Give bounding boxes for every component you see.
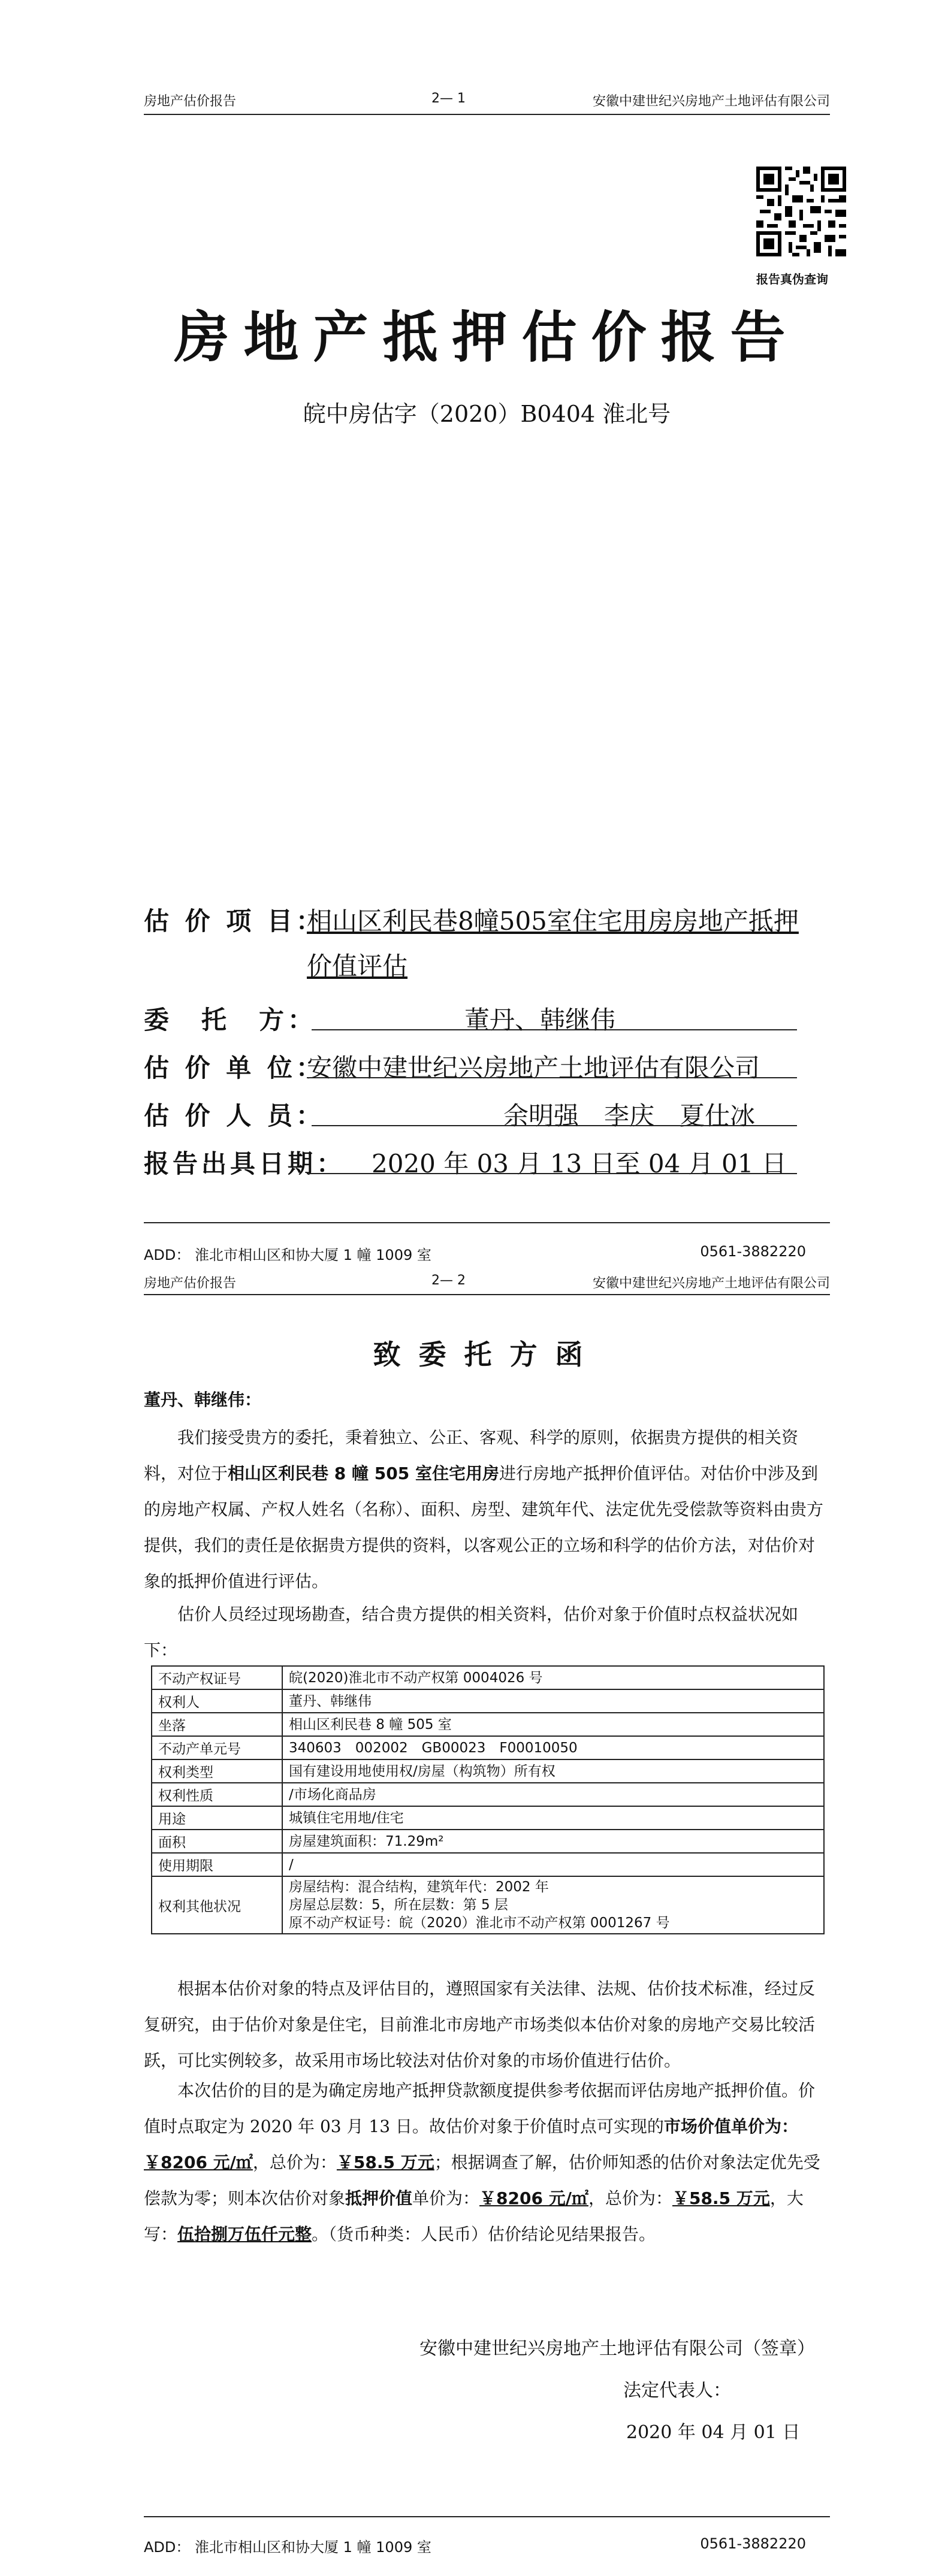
text: ，总价为： [252,2152,337,2172]
table-key: 权利其他状况 [152,1876,282,1934]
table-value-line: 国有建设用地使用权/房屋（构筑物）所有权 [289,1763,555,1779]
table-row [152,1666,824,1689]
salutation: 董丹、韩继伟： [144,1390,262,1410]
info-value: 2020 年 03 月 13 日至 04 月 01 日 [372,1149,787,1178]
table-value-line: 城镇住宅用地/住宅 [289,1810,404,1826]
underline [307,1077,797,1078]
table-key: 使用期限 [152,1853,282,1876]
info-value: 价值评估 [307,951,408,981]
table-key: 坐落 [152,1713,282,1736]
table-row [152,1783,824,1806]
underline [312,1125,797,1126]
table-value-line: 房屋建筑面积：71.29m² [289,1833,444,1849]
text: 我们接受贵方的委托，秉着独立、公正、客观、科学的原则，依据贵方提供的相关资料，对位于 [144,1428,799,1483]
header-left: 房地产估价报告 [144,1276,237,1291]
letter-title: 致委托方函 [373,1338,601,1371]
page1-header [144,91,830,115]
info-row-project [144,902,830,944]
table-key: 权利性质 [152,1783,282,1806]
info-label: 估 价 单 位： [144,1053,325,1083]
paragraph-4 [144,2073,827,2253]
text: ；根据调查了解，估价师知悉的估价对象法定优先受偿款为零；则本次估价对象 [144,2152,820,2208]
qr-code-icon[interactable] [756,167,846,256]
underline [307,1173,797,1174]
report-number: 皖中房估字（2020）B0404 淮北号 [303,401,671,427]
table-value [282,1806,824,1830]
info-value: 安徽中建世纪兴房地产土地评估有限公司 [307,1053,760,1083]
header-company: 安徽中建世纪兴房地产土地评估有限公司 [592,94,830,109]
page2-header [144,1273,830,1297]
property-address: 相山区利民巷 8 幢 505 室住宅用房 [228,1464,499,1483]
footer-rule [144,1222,830,1223]
text: 本次估价的目的是为确定房地产抵押贷款额度提供参考依据而评估房地产抵押价值。价值时点取定为 2020 年 03 月 13 日。故估价对象于价值时点可实现的 [144,2081,816,2136]
table-value-line: 原不动产权证号：皖（2020）淮北市不动产权第 0001267 号 [289,1915,670,1931]
table-value [282,1783,824,1806]
table-row [152,1876,824,1934]
mortgage-total-price: ￥58.5 万元 [672,2188,770,2208]
info-value: 余明强 李庆 夏仕冰 [503,1101,756,1130]
qr-caption: 报告真伪查询 [756,272,828,286]
table-value-line: /市场化商品房 [289,1786,376,1803]
footer-rule [144,2516,830,2517]
table-value [282,1876,824,1934]
text: 抵押价值 [345,2188,413,2208]
footer-phone: 0561-3882220 [700,2535,806,2552]
underline [312,1029,797,1030]
table-value-line: / [289,1857,294,1873]
table-value-line: 340603 002002 GB00023 F00010050 [289,1740,578,1756]
paragraph-1 [144,1420,827,1600]
table-key: 不动产单元号 [152,1736,282,1759]
info-label: 估 价 项 目： [144,906,325,936]
info-label: 报告出具日期： [144,1149,346,1178]
footer-phone: 0561-3882220 [700,1243,806,1260]
info-row-date [144,1144,830,1186]
table-value-line: 皖(2020)淮北市不动产权第 0004026 号 [289,1670,543,1686]
table-key: 权利人 [152,1689,282,1713]
text: 单价为： [412,2188,480,2208]
table-value [282,1713,824,1736]
table-value [282,1830,824,1853]
text: 进行房地产抵押价值评估。对估价中涉及到的房地产权属、产权人姓名（名称）、面积、房型、建筑年代、法定优先受偿款等资料由贵方提供，我们的责任是依据贵方提供的资料，以客观公正的立场和科学的估价方法，对估价对象的抵押价值进行评估。 [144,1464,824,1591]
table-value [282,1736,824,1759]
text: 。（货币种类：人民币）估价结论见结果报告。 [312,2224,656,2244]
table-value-line: 房屋总层数：5，所在层数：第 5 层 [289,1897,508,1913]
info-row-unit [144,1048,830,1090]
header-page-number: 2— 1 [431,91,466,106]
header-rule [144,1294,830,1295]
table-value [282,1759,824,1783]
table-value [282,1666,824,1689]
signature-date: 2020 年 04 月 01 日 [626,2422,801,2443]
footer-address: ADD： 淮北市相山区和协大厦 1 幢 1009 室 [144,2539,431,2556]
report-title: 房地产抵押估价报告 [174,306,800,370]
header-left: 房地产估价报告 [144,94,237,109]
info-label: 估 价 人 员： [144,1101,325,1130]
info-value: 相山区利民巷8幢505室住宅用房房地产抵押 [307,906,799,936]
table-value-line: 相山区利民巷 8 幢 505 室 [289,1716,452,1733]
table-row [152,1830,824,1853]
paragraph-2: 估价人员经过现场勘查，结合贵方提供的相关资料，估价对象于价值时点权益状况如下： [144,1604,799,1660]
table-value-line: 董丹、韩继伟 [289,1693,372,1709]
text: ，大写： [144,2188,804,2244]
mortgage-unit-price: ￥8206 元/㎡ [479,2188,588,2208]
header-rule [144,114,830,115]
table-value [282,1689,824,1713]
table-row [152,1759,824,1783]
table-key: 用途 [152,1806,282,1830]
paragraph-3: 根据本估价对象的特点及评估目的，遵照国家有关法律、法规、估价技术标准，经过反复研究，由于估价对象是住宅，目前淮北市房地产市场类似本估价对象的房地产交易比较活跃，可比实例较多，故采用市场比较法对估价对象的市场价值进行估价。 [144,1979,816,2070]
table-row [152,1806,824,1830]
amount-in-words: 伍拾捌万伍仟元整 [177,2224,312,2244]
table-row [152,1713,824,1736]
table-key: 不动产权证号 [152,1666,282,1689]
info-label: 委 托 方： [144,1005,317,1035]
text: 单价为： [730,2117,798,2136]
market-unit-price: ￥8206 元/㎡ [144,2152,253,2172]
table-key: 权利类型 [152,1759,282,1783]
table-key: 面积 [152,1830,282,1853]
table-row [152,1853,824,1876]
signature-company: 安徽中建世纪兴房地产土地评估有限公司（签章） [419,2338,815,2359]
info-row-project-cont [144,947,830,988]
header-company: 安徽中建世纪兴房地产土地评估有限公司 [592,1276,830,1291]
text: ，总价为： [588,2188,672,2208]
info-value: 董丹、韩继伟 [464,1005,616,1035]
table-row [152,1736,824,1759]
info-row-client [144,1000,830,1042]
footer-address: ADD： 淮北市相山区和协大厦 1 幢 1009 室 [144,1247,431,1263]
table-row [152,1689,824,1713]
table-value [282,1853,824,1876]
table-value-line: 房屋结构：混合结构，建筑年代：2002 年 [289,1879,549,1895]
signature-representative: 法定代表人： [623,2380,731,2401]
header-page-number: 2— 2 [431,1273,466,1288]
text: 市场价值 [663,2117,731,2136]
market-total-price: ￥58.5 万元 [336,2152,434,2172]
info-row-appraisers [144,1096,830,1138]
rights-table [151,1665,825,1934]
